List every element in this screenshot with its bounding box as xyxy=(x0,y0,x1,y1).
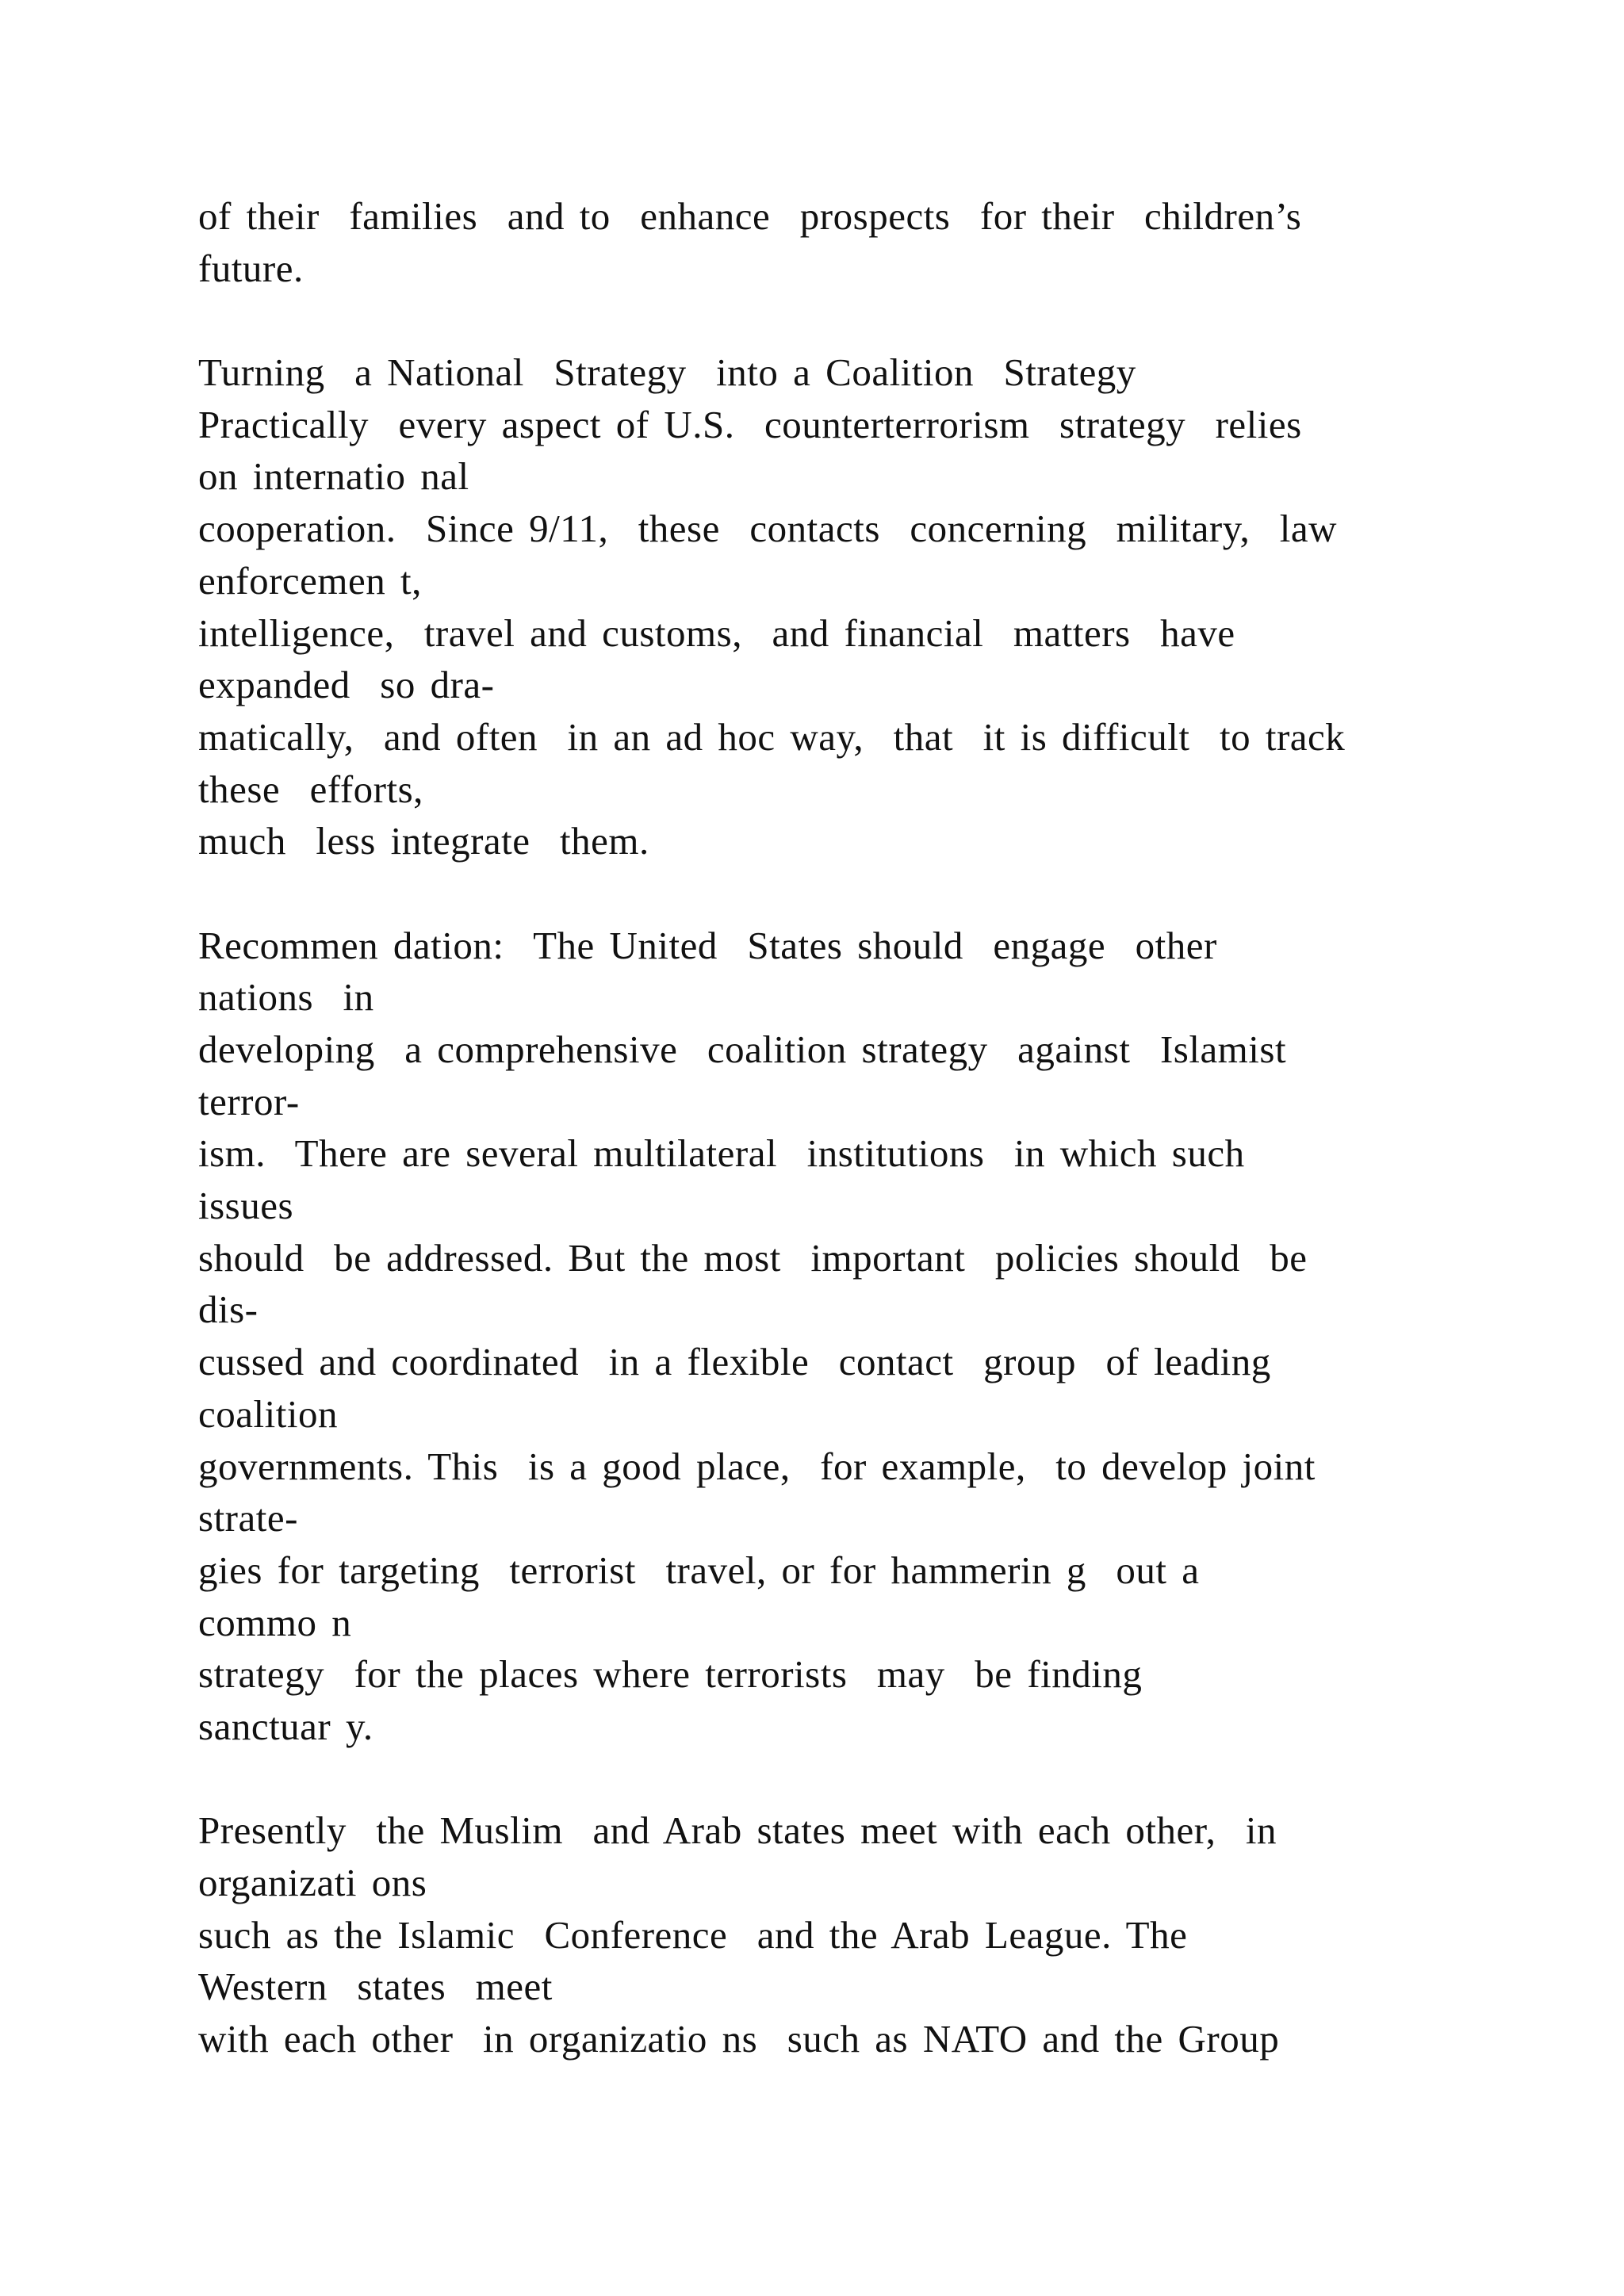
text-line: these efforts, xyxy=(198,767,423,811)
paragraph-break xyxy=(198,294,1483,346)
text-line: much less integrate them. xyxy=(198,819,649,863)
text-line: terror- xyxy=(198,1079,300,1123)
text-line: gies for targeting terrorist travel, or for hammerin g out a xyxy=(198,1548,1200,1592)
text-line: Presently the Muslim and Arab states meet with each other, in xyxy=(198,1808,1277,1853)
text-line: Recommen dation: The United States should engage other xyxy=(198,923,1217,967)
text-line: issues xyxy=(198,1184,294,1228)
text-line: should be addressed. But the most important policies should be xyxy=(198,1235,1308,1280)
text-line: strate- xyxy=(198,1496,298,1540)
text-line: of their families and to enhance prospects for their children’s xyxy=(198,194,1302,238)
text-line: on internatio nal xyxy=(198,454,469,499)
text-line: Practically every aspect of U.S. counterterrorism strategy relies xyxy=(198,402,1302,446)
section-heading: Turning a National Strategy into a Coalition Strategy xyxy=(198,350,1136,395)
text-line: nations in xyxy=(198,975,374,1020)
text-line: enforcemen t, xyxy=(198,558,422,603)
text-line: such as the Islamic Conference and the Arab League. The xyxy=(198,1912,1188,1957)
paragraph-break xyxy=(198,1753,1483,1805)
text-line: Western states meet xyxy=(198,1965,553,2009)
text-line: cooperation. Since 9/11, these contacts concerning military, law xyxy=(198,507,1338,551)
text-line: matically, and often in an ad hoc way, that it is difficult to track xyxy=(198,714,1346,759)
text-line: intelligence, travel and customs, and financial matters have xyxy=(198,610,1235,655)
text-line: expanded so dra- xyxy=(198,663,495,707)
text-line: with each other in organizatio ns such as NATO and the Group xyxy=(198,2017,1280,2061)
paragraph-break xyxy=(198,867,1483,920)
text-line: dis- xyxy=(198,1288,259,1332)
text-line: ism. There are several multilateral institutions in which such xyxy=(198,1131,1245,1176)
document-body-text xyxy=(198,190,1483,2065)
text-line: governments. This is a good place, for example, to develop joint xyxy=(198,1444,1316,1488)
text-line: organizati ons xyxy=(198,1861,427,1904)
text-line: future. xyxy=(198,246,304,290)
text-line: commo n xyxy=(198,1600,352,1644)
text-line: strategy for the places where terrorists may be finding xyxy=(198,1652,1143,1697)
text-line: sanctuar y. xyxy=(198,1704,373,1748)
text-line: cussed and coordinated in a flexible contact group of leading xyxy=(198,1340,1271,1384)
text-line: developing a comprehensive coalition strategy against Islamist xyxy=(198,1027,1287,1071)
text-line: coalition xyxy=(198,1391,338,1436)
